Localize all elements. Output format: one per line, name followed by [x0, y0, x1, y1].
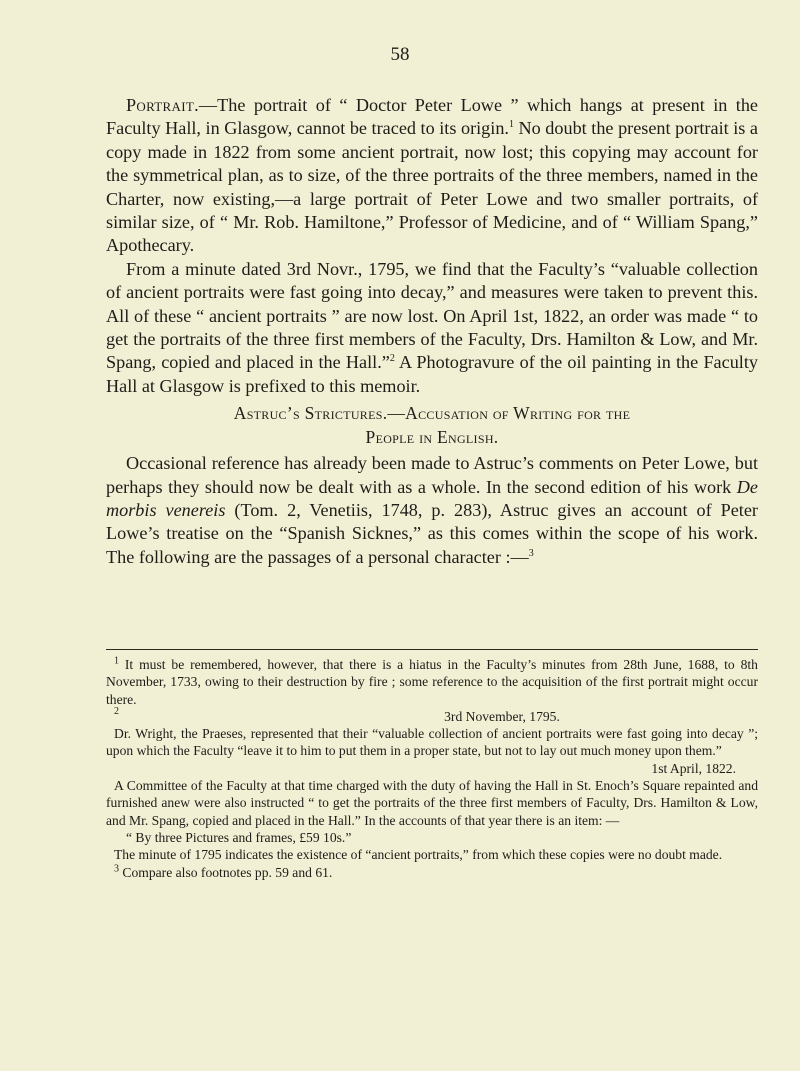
footnote-2-date-text: 3rd November, 1795. — [444, 708, 560, 724]
portrait-text-cont: No doubt the present portrait is a copy made in 1822 from some ancient portrait, now lost; this copying may account for the symmetrical plan, as to size, of the three portraits of the three members, named in the Charter, now existing,—a large portrait of Peter Lowe and two smaller portraits, of similar size, of “ Mr. Rob. Hamiltone,” Professor of Medicine, and of “ William Spang,” Apothecary. — [106, 118, 758, 256]
heading-line-1: Astruc’s Strictures.—Accusation of Writing for the — [233, 403, 631, 424]
footnote-2-date-2: 1st April, 1822. — [651, 760, 736, 776]
portrait-text: —The portrait of “ Doctor Peter Lowe ” which hangs at present in the Faculty Hall, in Glasgow, cannot be traced to its origin. — [106, 95, 758, 139]
heading-line-2: People in English. — [365, 426, 499, 447]
work-title: De morbis venereis — [106, 476, 758, 520]
astruc-text-cont: (Tom. 2, Venetiis, 1748, p. 283), Astruc gives an account of Peter Lowe’s treatise on the “Spanish Sicknes,” as this comes within the scope of his work. The following are the passages of a personal character :— — [106, 499, 758, 567]
footnote-2-quote: “ By three Pictures and frames, £59 10s.” — [126, 829, 352, 845]
footnote-2-text-3: The minute of 1795 indicates the existence of “ancient portraits,” from which these copies were no doubt made. — [114, 847, 723, 863]
footnote-1-number: 1 — [114, 655, 119, 667]
portrait-label: Portrait. — [126, 95, 199, 115]
portrait-paragraph — [106, 94, 758, 258]
footnote-3 — [106, 864, 758, 881]
minute-text: From a minute dated 3rd Novr., 1795, we find that the Faculty’s “valuable collection of ancient portraits were fast going into decay,” and measures were taken to prevent this. All of these “ ancient portraits ” are now lost. On April 1st, 1822, an order was made “ to get the portraits of the three first members of the Faculty, Drs. Hamilton & Low, and Mr. Spang, copied and placed in the Hall.” — [106, 258, 758, 373]
footnote-2-date: 2 3rd November, 1795. — [114, 705, 560, 724]
footnote-1 — [106, 656, 758, 708]
section-heading — [106, 402, 758, 449]
minute-paragraph — [106, 258, 758, 398]
main-text — [106, 94, 758, 569]
footnote-divider — [106, 649, 758, 650]
footnote-2-text-2: A Committee of the Faculty at that time charged with the duty of having the Hall in St. Enoch’s Square repainted and furnished anew were also instructed “ to get the portraits of the three first members of Faculty, Drs. Hamilton & Low, and Mr. Spang, copied and placed in the Hall.” In the accounts of that year there is an item: — — [106, 778, 758, 828]
footnote-2-text-1: Dr. Wright, the Praeses, represented that their “valuable collection of ancient portraits were fast going into decay ”; upon which the Faculty “leave it to him to put them in a proper state, but not to lay out much money upon them.” — [106, 726, 758, 759]
footnote-ref-2[interactable]: 2 — [389, 353, 395, 365]
footnote-1-text: It must be remembered, however, that there is a hiatus in the Faculty’s minutes from 28th June, 1688, to 8th November, 1733, owing to their destruction by fire ; some reference to the acquisition of the first portrait might occur there. — [106, 657, 758, 707]
page-number: 58 — [390, 44, 410, 65]
astruc-text: Occasional reference has already been made to Astruc’s comments on Peter Lowe, but perhaps they should now be dealt with as a whole. In the second edition of his work — [106, 453, 758, 497]
astruc-paragraph — [106, 452, 758, 569]
footnote-3-text: Compare also footnotes pp. 59 and 61. — [122, 864, 333, 880]
footnote-ref-3[interactable]: 3 — [528, 547, 534, 559]
footnote-3-number: 3 — [114, 863, 119, 875]
footnotes — [106, 656, 758, 881]
minute-text-cont: A Photogravure of the oil painting in the Faculty Hall at Glasgow is prefixed to this memoir. — [106, 352, 758, 396]
footnote-ref-1[interactable]: 1 — [508, 119, 514, 131]
